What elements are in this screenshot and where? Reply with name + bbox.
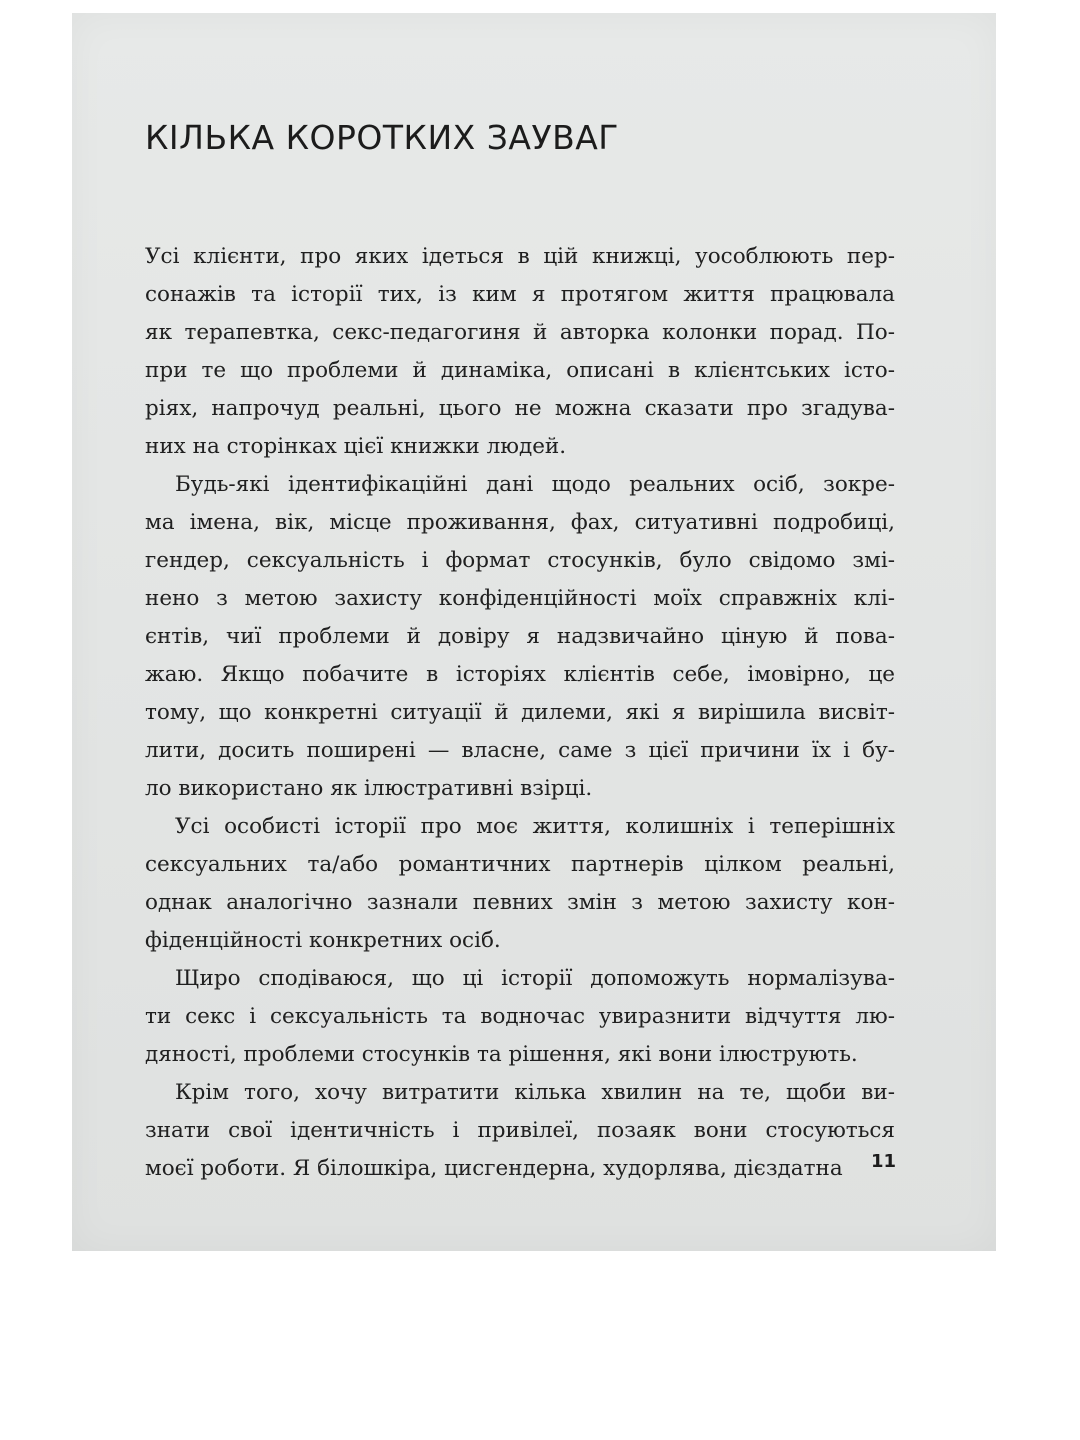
paragraph <box>145 1074 895 1188</box>
paragraph <box>145 466 895 808</box>
text-line: тому, що конкретні ситуації й дилеми, які я вирішила висвіт- <box>145 700 895 725</box>
text-line: ти секс і сексуальність та водночас увиразнити відчуття лю- <box>145 1004 895 1029</box>
text-line: Усі клієнти, про яких ідеться в цій книжці, уособлюють пер- <box>145 244 895 269</box>
text-line: як терапевтка, секс-педагогиня й авторка колонки порад. По- <box>145 320 895 345</box>
text-line: ма імена, вік, місце проживання, фах, ситуативні подробиці, <box>145 510 895 535</box>
text-line: Крім того, хочу витратити кілька хвилин на те, щоби ви- <box>175 1080 895 1105</box>
text-line: нено з метою захисту конфіденційності моїх справжніх клі- <box>145 586 895 611</box>
text-line: Будь-які ідентифікаційні дані щодо реальних осіб, зокре- <box>175 472 895 497</box>
paragraph <box>145 960 895 1074</box>
page-number: 11 <box>870 1151 896 1172</box>
paragraph <box>145 808 895 960</box>
paragraph <box>145 238 895 466</box>
text-line: них на сторінках цієї книжки людей. <box>145 434 567 459</box>
body-text <box>145 238 895 1188</box>
text-line: однак аналогічно зазнали певних змін з метою захисту кон- <box>145 890 895 915</box>
text-line: моєї роботи. Я білошкіра, цисгендерна, худорлява, дієздатна <box>145 1156 843 1181</box>
text-line: гендер, сексуальність і формат стосунків, було свідомо змі- <box>145 548 895 573</box>
book-page <box>72 13 996 1251</box>
text-line: дяності, проблеми стосунків та рішення, які вони ілюструють. <box>145 1042 858 1067</box>
text-line: єнтів, чиї проблеми й довіру я надзвичайно ціную й пова- <box>145 624 895 649</box>
text-line: лити, досить поширені — власне, саме з цієї причини їх і бу- <box>145 738 895 763</box>
text-line: жаю. Якщо побачите в історіях клієнтів себе, імовірно, це <box>145 662 895 687</box>
text-line: при те що проблеми й динаміка, описані в клієнтських істо- <box>145 358 895 383</box>
text-line: сонажів та історії тих, із ким я протягом життя працювала <box>145 282 895 307</box>
text-line: Щиро сподіваюся, що ці історії допоможуть нормалізува- <box>175 966 895 991</box>
text-line: ріях, напрочуд реальні, цього не можна сказати про згадува- <box>145 396 895 421</box>
text-line: знати свої ідентичність і привілеї, позаяк вони стосуються <box>145 1118 895 1143</box>
text-line: сексуальних та/або романтичних партнерів цілком реальні, <box>145 852 895 877</box>
text-line: ло використано як ілюстративні взірці. <box>145 776 593 801</box>
page-title: КІЛЬКА КОРОТКИХ ЗАУВАГ <box>145 118 619 157</box>
text-line: фіденційності конкретних осіб. <box>145 928 501 953</box>
text-line: Усі особисті історії про моє життя, колишніх і теперішніх <box>175 814 895 839</box>
